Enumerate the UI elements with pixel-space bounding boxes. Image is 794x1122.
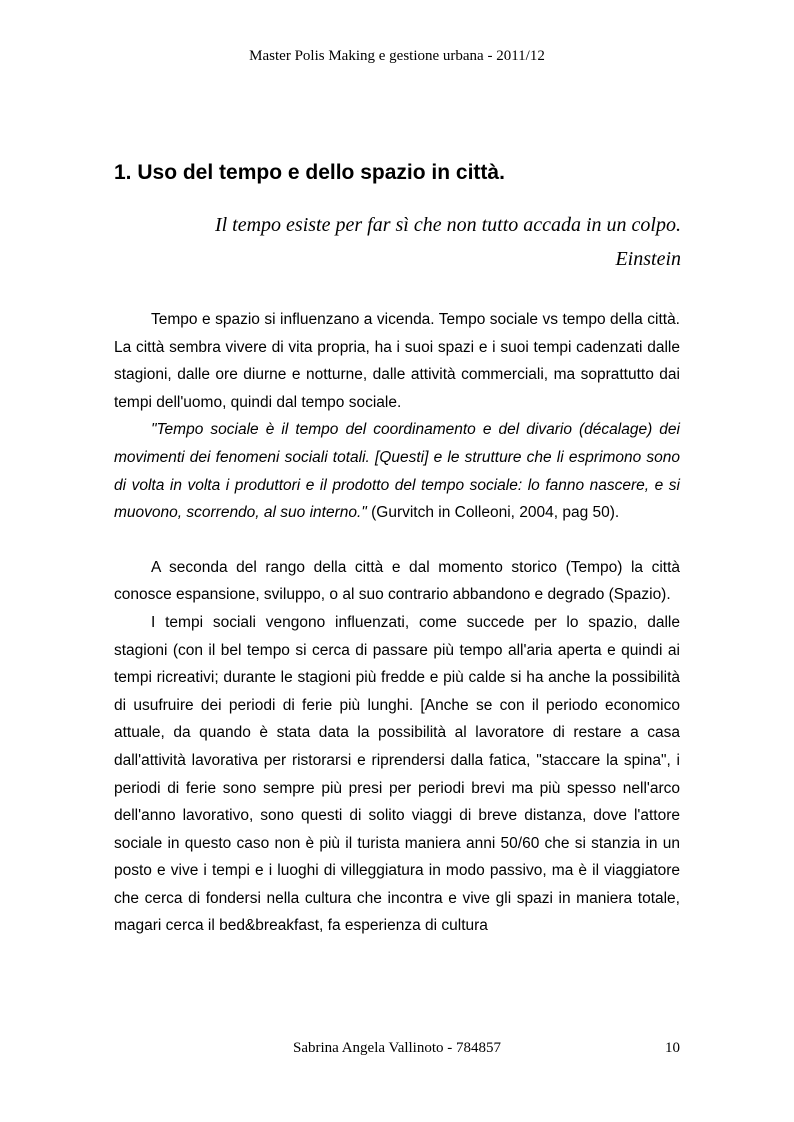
body-text <box>114 306 680 940</box>
page-number: 10 <box>665 1040 680 1056</box>
paragraph-3: A seconda del rango della città e dal momento storico (Tempo) la città conosce espansione, sviluppo, o al suo contrario abbandono e degrado (Spazio). <box>114 558 680 604</box>
footer-author: Sabrina Angela Vallinoto - 784857 <box>292 1040 502 1056</box>
epigraph <box>121 208 681 276</box>
chapter-title: 1. Uso del tempo e dello spazio in città. <box>114 161 505 184</box>
quote-citation: (Gurvitch in Colleoni, 2004, pag 50). <box>366 504 620 522</box>
paragraph-2 <box>114 416 680 526</box>
running-header: Master Polis Making e gestione urbana - 2011/12 <box>249 48 545 64</box>
paragraph-4: I tempi sociali vengono influenzati, come succede per lo spazio, dalle stagioni (con il bel tempo si cerca di passare più tempo all'aria aperta e quindi ai tempi ricreativi; durante le stagioni più fredde e più calde si ha anche la possibilità di usufruire dei periodi di ferie più lunghi. [Anche se con il periodo economico attuale, da quando è stata data la possibilità al lavoratore di restare a casa dall'attività lavorativa per ristorarsi e riprendersi dalla fatica, "staccare la spina", i periodi di ferie sono sempre più presi per periodi brevi ma più spesso nell'arco dell'anno lavorativo, sono questi di solito viaggi di breve distanza, dove l'attore sociale in questo caso non è più il turista maniera anni 50/60 che si stanzia in un posto e vive i tempi e i luoghi di villeggiatura in modo passivo, ma è il viaggiatore che cerca di fondersi nella cultura che incontra e vive gli spazi in maniera totale, magari cerca il bed&breakfast, fa esperienza di cultura <box>114 613 680 935</box>
gurvitch-quote: "Tempo sociale è il tempo del coordinamento e del divario (décalage) dei movimenti dei fenomeni sociali totali. [Questi] e le strutture che li esprimono sono di volta in volta i produttori e il prodotto del tempo sociale: lo fanno nascere, e si muovono, scorrendo, al suo interno." <box>114 421 680 522</box>
epigraph-quote: Il tempo esiste per far sì che non tutto accada in un colpo. <box>214 214 681 236</box>
paragraph-1: Tempo e spazio si influenzano a vicenda. Tempo sociale vs tempo della città. La città sembra vivere di vita propria, ha i suoi spazi e i suoi tempi cadenzati dalle stagioni, dalle ore diurne e notturne, dalle attività commerciali, ma soprattutto dai tempi dell'uomo, quindi dal tempo sociale. <box>114 311 680 411</box>
epigraph-author: Einstein <box>615 248 681 270</box>
